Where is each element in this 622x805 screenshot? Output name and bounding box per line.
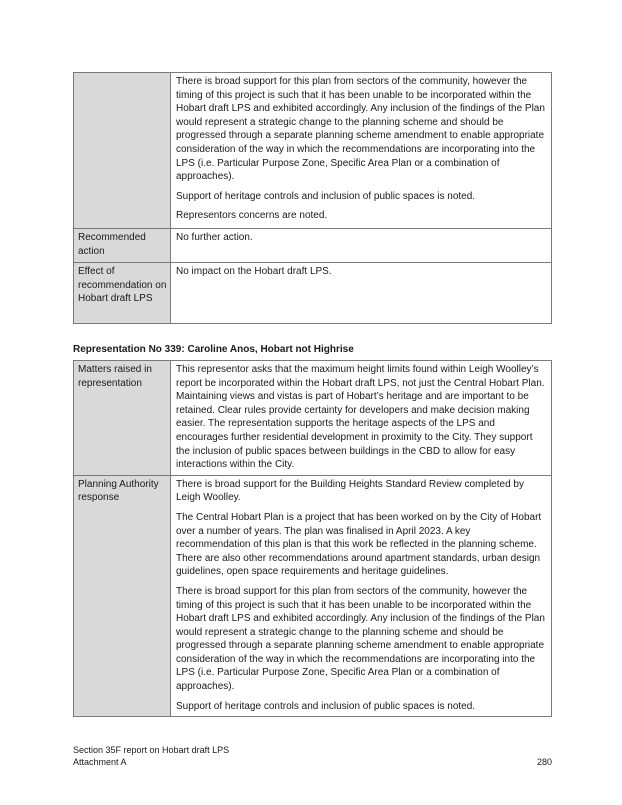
table-row [74, 361, 552, 476]
page-number: 280 [536, 756, 552, 767]
footer-attachment: Attachment A [73, 756, 127, 767]
paragraph: Support of heritage controls and inclusion of public spaces is noted. [176, 700, 476, 712]
row-label-effect-of-recommendation: Effect of recommendation on Hobart draft LPS [74, 263, 171, 324]
row-label-matters-raised: Matters raised in representation [74, 361, 171, 476]
paragraph: This representor asks that the maximum height limits found within Leigh Woolley’s report be incorporated within the Hobart draft LPS, not just the Central Hobart Plan. Maintaining views and vistas is part of Hobart’s heritage and are important to be retained. Clear rules provide certainty for developers and make decision making easier. The representation supports the heritage aspects of the LPS and encourages further residential development in proximity to the City. They support the inclusion of public spaces between buildings in the CBD to allow for easy interactions within the City. [176, 364, 545, 471]
paragraph: There is broad support for the Building Heights Standard Review completed by Leigh Woolley. [176, 478, 524, 504]
paragraph: Support of heritage controls and inclusion of public spaces is noted. [176, 190, 476, 202]
table-row [74, 475, 552, 717]
continuation-table [73, 72, 552, 324]
representation-table [73, 360, 552, 717]
row-label-planning-authority-response: Planning Authority response [74, 475, 171, 717]
row-content [171, 361, 552, 476]
paragraph: No impact on the Hobart draft LPS. [176, 266, 332, 277]
footer-report-title: Section 35F report on Hobart draft LPS [73, 745, 230, 755]
paragraph: Representors concerns are noted. [176, 210, 328, 222]
table-row [74, 263, 552, 324]
table-row [74, 229, 552, 263]
paragraph: There is broad support for this plan from sectors of the community, however the timing of this project is such that it has been unable to be incorporated within the Hobart draft LPS and exhibited accordingly. Any inclusion of the findings of the Plan would represent a strategic change to the planning scheme and should be progressed through a separate planning scheme amendment to enable appropriate consideration of the way in which the recommendations are incorporating into the LPS (i.e. Particular Purpose Zone, Specific Area Plan or a combination of approaches). [176, 76, 545, 183]
row-label [74, 73, 171, 229]
row-content [171, 229, 552, 263]
row-content [171, 73, 552, 229]
paragraph: There is broad support for this plan from sectors of the community, however the timing of this project is such that it has been unable to be incorporated within the Hobart draft LPS and exhibited accordingly. Any inclusion of the findings of the Plan would represent a strategic change to the planning scheme and should be progressed through a separate planning scheme amendment to enable appropriate consideration of the way in which the recommendations are incorporating into the LPS (i.e. Particular Purpose Zone, Specific Area Plan or a combination of approaches). [176, 585, 545, 693]
row-label-recommended-action: Recommended action [74, 229, 171, 263]
row-content [171, 475, 552, 717]
paragraph: No further action. [176, 232, 253, 243]
row-content [171, 263, 552, 324]
paragraph: The Central Hobart Plan is a project that has been worked on by the City of Hobart over a number of years. The plan was finalised in April 2023. A key recommendation of this plan is that this work be reflected in the planning scheme. There are also other recommendations around apartment standards, urban design guidelines, open space requirements and heritage guidelines. [176, 511, 542, 578]
table-row [74, 73, 552, 229]
representation-heading: Representation No 339: Caroline Anos, Hobart not Highrise [73, 344, 354, 355]
page-footer [73, 745, 552, 768]
